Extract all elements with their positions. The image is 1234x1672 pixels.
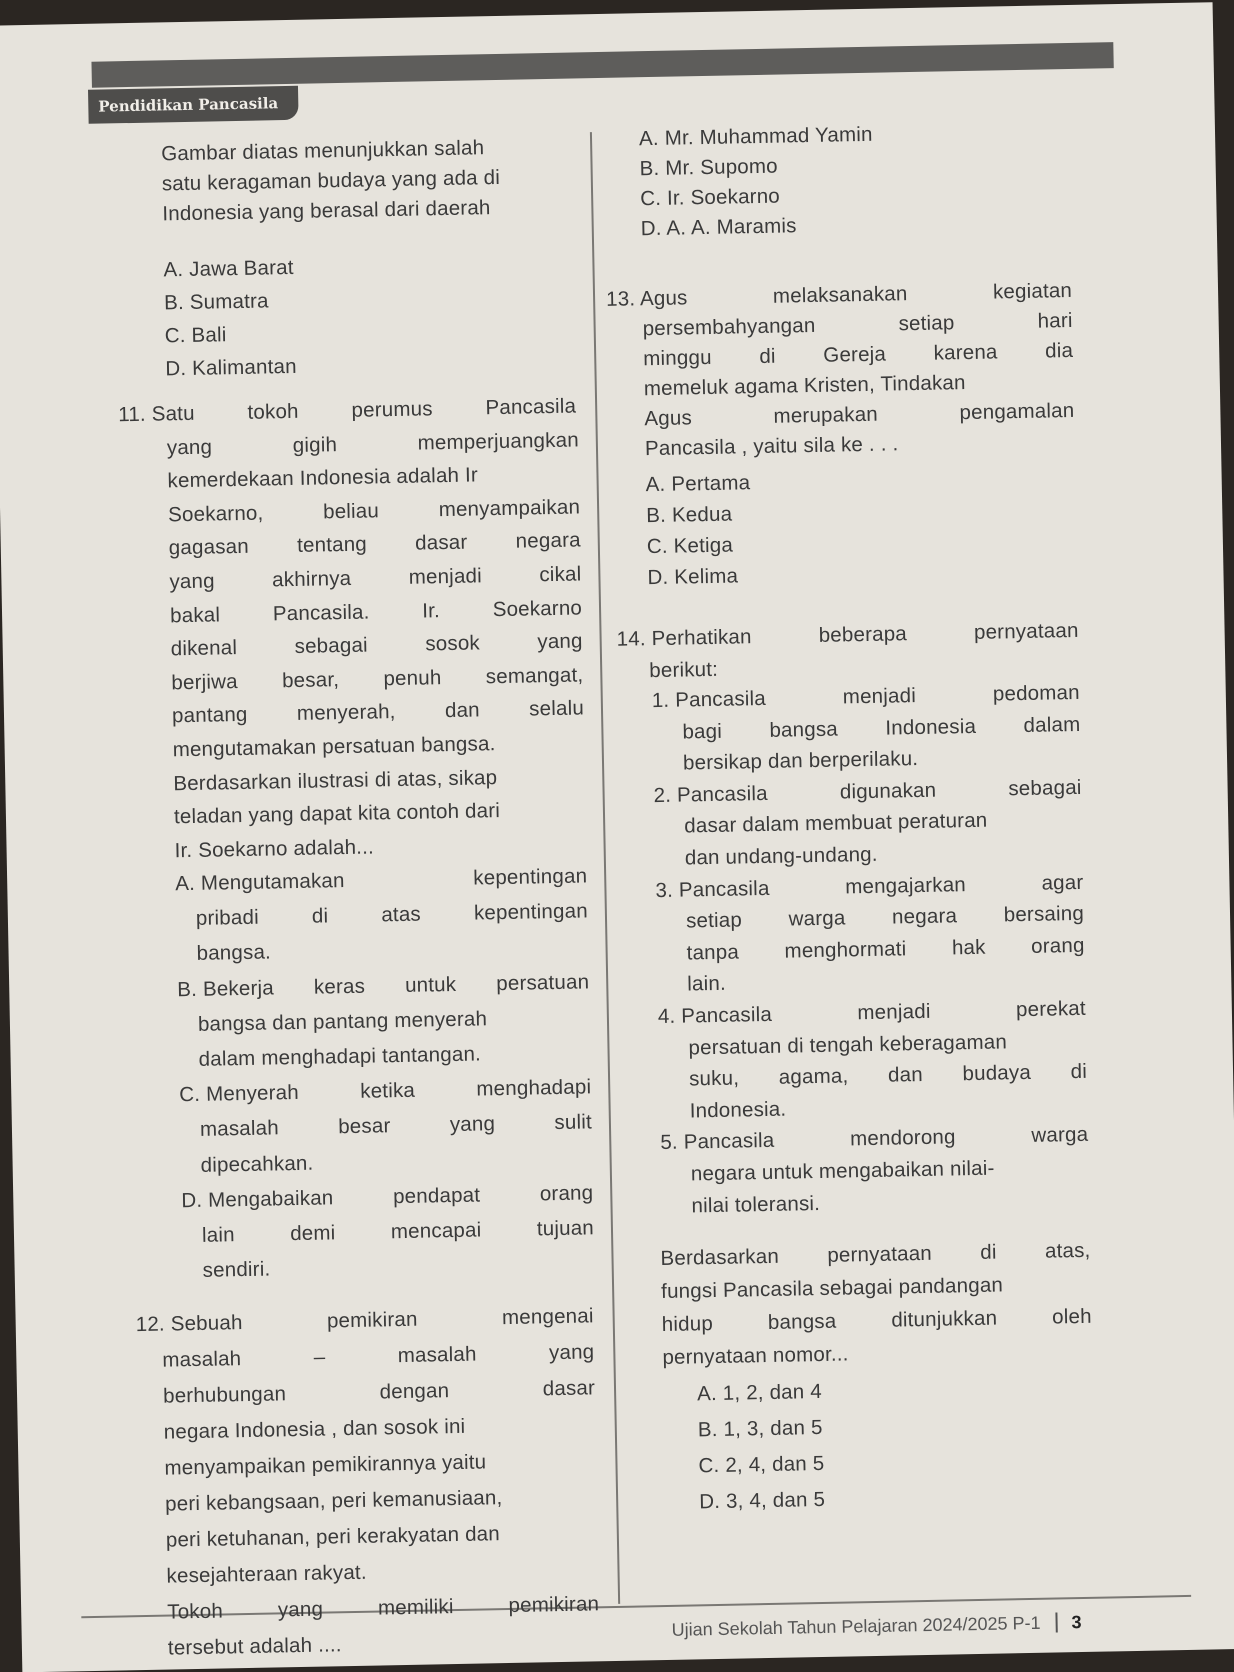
- page-footer: [671, 1610, 1191, 1650]
- page-number: 3: [1055, 1612, 1081, 1632]
- q12-text-line: peri ketuhanan, peri kerakyatan dan: [165, 1522, 501, 1552]
- word: dasar: [414, 531, 468, 556]
- q14-statement-line: dan undang-undang.: [684, 842, 878, 870]
- word: masalah: [162, 1347, 242, 1372]
- word: orang: [539, 1181, 594, 1206]
- word: kegiatan: [992, 278, 1073, 304]
- word: Ir.: [422, 598, 441, 623]
- word: Pancasila.: [272, 600, 370, 625]
- q10-option: A. Jawa Barat: [163, 255, 294, 282]
- word: gigih: [292, 432, 338, 457]
- word: memperjuangkan: [417, 428, 580, 455]
- word: menghormati: [784, 937, 907, 963]
- q12-text-line: tersebut adalah ....: [167, 1633, 342, 1660]
- word: 13. Agus: [605, 286, 688, 311]
- q11-text-line: [168, 495, 580, 527]
- word: minggu: [643, 345, 712, 371]
- word: karena: [933, 340, 998, 365]
- q14-option: C. 2, 4, dan 5: [698, 1451, 825, 1478]
- q14-conclusion-line: fungsi Pancasila sebagai pandangan: [660, 1273, 1004, 1304]
- word: untuk: [404, 972, 457, 997]
- word: menghadapi: [476, 1075, 592, 1101]
- word: berjiwa: [171, 669, 238, 695]
- q11-option-line: [177, 970, 589, 1002]
- word: Indonesia: [885, 714, 977, 740]
- word: menjadi: [842, 684, 917, 709]
- q12-option: D. A. A. Maramis: [640, 214, 797, 241]
- q14-option: D. 3, 4, dan 5: [699, 1487, 826, 1514]
- word: warga: [788, 906, 846, 931]
- word: dengan: [379, 1379, 450, 1404]
- q11-text-line: [169, 529, 581, 561]
- word: yang: [537, 629, 583, 654]
- q11-option-line: bangsa.: [196, 940, 272, 966]
- word: sebagai: [1008, 775, 1082, 801]
- word: gagasan: [168, 535, 250, 560]
- word: tanpa: [686, 940, 740, 965]
- word: semangat,: [485, 663, 584, 689]
- q14-statement-line: lain.: [687, 972, 727, 996]
- subject-header: Pendidikan Pancasila: [88, 86, 299, 124]
- word: sebagai: [294, 633, 369, 659]
- word: persatuan: [496, 969, 590, 995]
- word: akhirnya: [271, 566, 352, 592]
- q12-text-line: negara Indonesia , dan sosok ini: [163, 1414, 466, 1444]
- q12-text-line: [135, 1304, 593, 1337]
- word: 5. Pancasila: [660, 1129, 775, 1155]
- word: dan: [887, 1063, 924, 1087]
- exam-page: [0, 2, 1234, 1672]
- q14-statement-line: [682, 712, 1080, 744]
- q12-option: B. Mr. Supomo: [639, 154, 779, 181]
- word: di: [1070, 1060, 1088, 1084]
- q14-text-line: berikut:: [649, 657, 719, 683]
- q14-statement-line: [652, 681, 1080, 713]
- q11-text-line: [172, 697, 584, 729]
- word: agar: [1041, 870, 1084, 895]
- word: di: [311, 904, 329, 928]
- word: dia: [1044, 338, 1074, 363]
- word: 11. Satu: [118, 401, 195, 427]
- word: Agus: [644, 406, 693, 431]
- word: penuh: [383, 665, 442, 691]
- q14-statement-line: [658, 997, 1086, 1029]
- word: perumus: [351, 397, 433, 422]
- word: di: [759, 344, 776, 368]
- q14-statement-line: nilai toleransi.: [691, 1191, 821, 1218]
- q11-option-line: [202, 1216, 594, 1248]
- word: kepentingan: [473, 899, 589, 925]
- word: selalu: [528, 696, 585, 721]
- q14-statement-line: [655, 870, 1083, 902]
- q11-option-line: sendiri.: [202, 1257, 271, 1283]
- q11-option-line: dipecahkan.: [200, 1151, 314, 1177]
- word: merupakan: [773, 402, 879, 428]
- word: yang: [169, 569, 215, 594]
- word: lain: [201, 1223, 235, 1247]
- word: yang: [166, 435, 213, 459]
- word: pribadi: [195, 905, 260, 931]
- q14-statement-line: [660, 1123, 1088, 1155]
- word: menyampaikan: [438, 495, 581, 521]
- word: C. Menyerah: [179, 1081, 300, 1107]
- word: atas: [381, 902, 422, 927]
- word: yang: [277, 1597, 324, 1622]
- word: digunakan: [839, 778, 937, 804]
- word: melaksanakan: [772, 282, 908, 308]
- word: perekat: [1015, 996, 1087, 1022]
- q10-text-line: Gambar diatas menunjukkan salah: [161, 136, 485, 166]
- word: Tokoh: [167, 1599, 224, 1624]
- word: pernyataan: [973, 618, 1079, 644]
- header-bar: [91, 42, 1113, 88]
- word: pantang: [171, 703, 248, 728]
- q12-text-line: [162, 1340, 594, 1372]
- q11-option-line: dalam menghadapi tantangan.: [198, 1042, 482, 1071]
- word: beliau: [322, 499, 380, 524]
- q10-text-line: Indonesia yang berasal dari daerah: [162, 196, 491, 226]
- q11-text-line: teladan yang dapat kita contoh dari: [173, 799, 501, 829]
- word: negara: [891, 904, 958, 929]
- word: persembahyangan: [642, 313, 816, 341]
- word: sosok: [425, 631, 481, 656]
- q14-statement-line: [653, 776, 1081, 808]
- q13-text-line: [643, 339, 1073, 371]
- word: 2. Pancasila: [653, 781, 768, 807]
- word: di: [980, 1240, 997, 1264]
- word: B. Bekerja: [177, 976, 275, 1001]
- q14-statement-line: Indonesia.: [689, 1097, 787, 1123]
- word: Berdasarkan: [660, 1244, 780, 1271]
- word: pedoman: [992, 680, 1080, 706]
- word: menyerah,: [296, 700, 396, 726]
- q11-text-line: mengutamakan persatuan bangsa.: [172, 732, 496, 762]
- word: ketika: [360, 1078, 416, 1103]
- word: pernyataan: [827, 1241, 933, 1267]
- word: Soekarno,: [167, 501, 264, 527]
- q11-option-line: [181, 1181, 593, 1213]
- word: menjadi: [408, 564, 483, 589]
- q13-text-line: Pancasila , yaitu sila ke . . .: [644, 432, 899, 461]
- q10-text-line: satu keragaman budaya yang ada di: [161, 165, 501, 196]
- q11-option-line: bangsa dan pantang menyerah: [197, 1007, 488, 1036]
- q14-conclusion-line: [660, 1239, 1090, 1271]
- word: memiliki: [377, 1595, 454, 1620]
- q11-option-line: [179, 1076, 591, 1108]
- word: suku,: [688, 1066, 740, 1091]
- q14-statement-line: [689, 1060, 1087, 1092]
- q12-text-line: kesejahteraan rakyat.: [166, 1560, 367, 1588]
- q11-option-line: [196, 900, 588, 932]
- q13-option: D. Kelima: [647, 564, 739, 590]
- q12-text-line: [167, 1592, 599, 1624]
- word: Soekarno: [492, 596, 583, 621]
- word: dikenal: [170, 636, 238, 661]
- word: bakal: [169, 602, 221, 627]
- word: masalah: [199, 1116, 280, 1142]
- word: dalam: [1023, 712, 1081, 737]
- q13-option: A. Pertama: [645, 471, 751, 497]
- word: tujuan: [536, 1216, 595, 1241]
- q11-text-line: kemerdekaan Indonesia adalah Ir: [167, 463, 479, 493]
- q14-statement-line: negara untuk mengabaikan nilai-: [690, 1156, 995, 1186]
- word: pemikiran: [326, 1307, 418, 1333]
- word: mendorong: [849, 1125, 956, 1151]
- word: dan: [444, 698, 481, 723]
- word: mencapai: [390, 1218, 482, 1244]
- word: pemikiran: [508, 1592, 600, 1618]
- word: bersaing: [1003, 902, 1085, 927]
- word: atas,: [1044, 1238, 1091, 1263]
- right-column: [0, 2, 1213, 25]
- q14-statement-line: persatuan di tengah keberagaman: [688, 1029, 1008, 1060]
- word: masalah: [397, 1342, 477, 1368]
- word: besar,: [281, 667, 340, 692]
- q13-text-line: [644, 399, 1074, 431]
- word: 12. Sebuah: [135, 1311, 243, 1337]
- word: demi: [289, 1221, 336, 1246]
- q14-text-line: [616, 619, 1078, 652]
- word: tokoh: [247, 399, 299, 424]
- q11-text-line: Ir. Soekarno adalah...: [174, 835, 375, 863]
- word: 3. Pancasila: [655, 876, 770, 902]
- q11-text-line: [118, 394, 576, 427]
- word: hari: [1037, 308, 1073, 333]
- q11-option-line: [175, 864, 587, 896]
- q12-option: A. Mr. Muhammad Yamin: [638, 122, 873, 151]
- word: 4. Pancasila: [657, 1002, 773, 1029]
- q10-option: C. Bali: [164, 323, 227, 348]
- word: setiap: [685, 908, 743, 933]
- q14-conclusion-line: [662, 1305, 1092, 1337]
- q13-option: B. Kedua: [646, 502, 733, 528]
- q11-text-line: Berdasarkan ilustrasi di atas, sikap: [173, 765, 498, 795]
- word: berhubungan: [162, 1382, 287, 1408]
- q10-option: D. Kalimantan: [165, 354, 297, 381]
- word: 14. Perhatikan: [616, 625, 752, 651]
- word: beberapa: [818, 622, 908, 647]
- q14-statement-line: bersikap dan berperilaku.: [682, 747, 919, 775]
- word: orang: [1030, 933, 1085, 958]
- word: menjadi: [857, 999, 931, 1025]
- word: pengamalan: [959, 398, 1075, 425]
- word: bangsa: [769, 717, 839, 742]
- q11-text-line: [170, 596, 582, 628]
- word: bagi: [682, 719, 723, 744]
- word: –: [313, 1345, 326, 1369]
- word: oleh: [1051, 1304, 1092, 1329]
- q11-text-line: [167, 428, 579, 460]
- word: yang: [449, 1112, 496, 1137]
- word: keras: [313, 974, 366, 999]
- word: 1. Pancasila: [651, 686, 767, 713]
- q14-statement-line: [686, 902, 1084, 934]
- word: sulit: [554, 1110, 593, 1135]
- q13-text-line: [642, 309, 1072, 341]
- q11-text-line: [169, 562, 581, 594]
- word: mengenai: [501, 1304, 594, 1330]
- q12-text-line: [163, 1376, 595, 1408]
- q14-statement-line: [686, 934, 1084, 966]
- word: A. Mengutamakan: [175, 869, 345, 896]
- q14-option: B. 1, 3, dan 5: [697, 1415, 823, 1442]
- q10-option: B. Sumatra: [163, 289, 269, 315]
- left-column: [0, 2, 1213, 25]
- word: negara: [515, 528, 581, 554]
- word: tentang: [296, 532, 368, 558]
- word: mengajarkan: [844, 872, 967, 899]
- q13-option: C. Ketiga: [646, 533, 734, 559]
- word: pendapat: [392, 1183, 481, 1208]
- word: besar: [337, 1114, 391, 1139]
- q13-text-line: [606, 279, 1072, 312]
- word: agama,: [778, 1064, 849, 1089]
- q11-option-line: [200, 1111, 592, 1143]
- footer-text: Ujian Sekolah Tahun Pelajaran 2024/2025 P-1: [671, 1612, 1041, 1640]
- word: hak: [951, 935, 986, 960]
- word: bangsa: [767, 1309, 837, 1334]
- word: setiap: [898, 311, 955, 336]
- q11-text-line: [171, 663, 583, 695]
- q12-option: C. Ir. Soekarno: [639, 184, 781, 211]
- word: cikal: [539, 562, 582, 587]
- q14-option: A. 1, 2, dan 4: [696, 1379, 823, 1406]
- word: dasar: [542, 1376, 596, 1401]
- word: kepentingan: [473, 864, 588, 890]
- q14-statement-line: dasar dalam membuat peraturan: [684, 809, 988, 838]
- word: budaya: [962, 1061, 1032, 1086]
- q12-text-line: menyampaikan pemikirannya yaitu: [164, 1450, 487, 1480]
- q14-conclusion-line: pernyataan nomor...: [662, 1342, 849, 1370]
- q13-text-line: memeluk agama Kristen, Tindakan: [643, 371, 966, 401]
- word: hidup: [661, 1312, 714, 1337]
- word: warga: [1031, 1123, 1089, 1148]
- word: Pancasila: [485, 394, 577, 420]
- word: yang: [548, 1340, 595, 1365]
- word: D. Mengabaikan: [181, 1186, 334, 1213]
- word: Gereja: [823, 342, 887, 367]
- q12-text-line: peri kebangsaan, peri kemanusiaan,: [164, 1486, 503, 1516]
- q11-text-line: [171, 630, 583, 662]
- word: ditunjukkan: [891, 1306, 998, 1332]
